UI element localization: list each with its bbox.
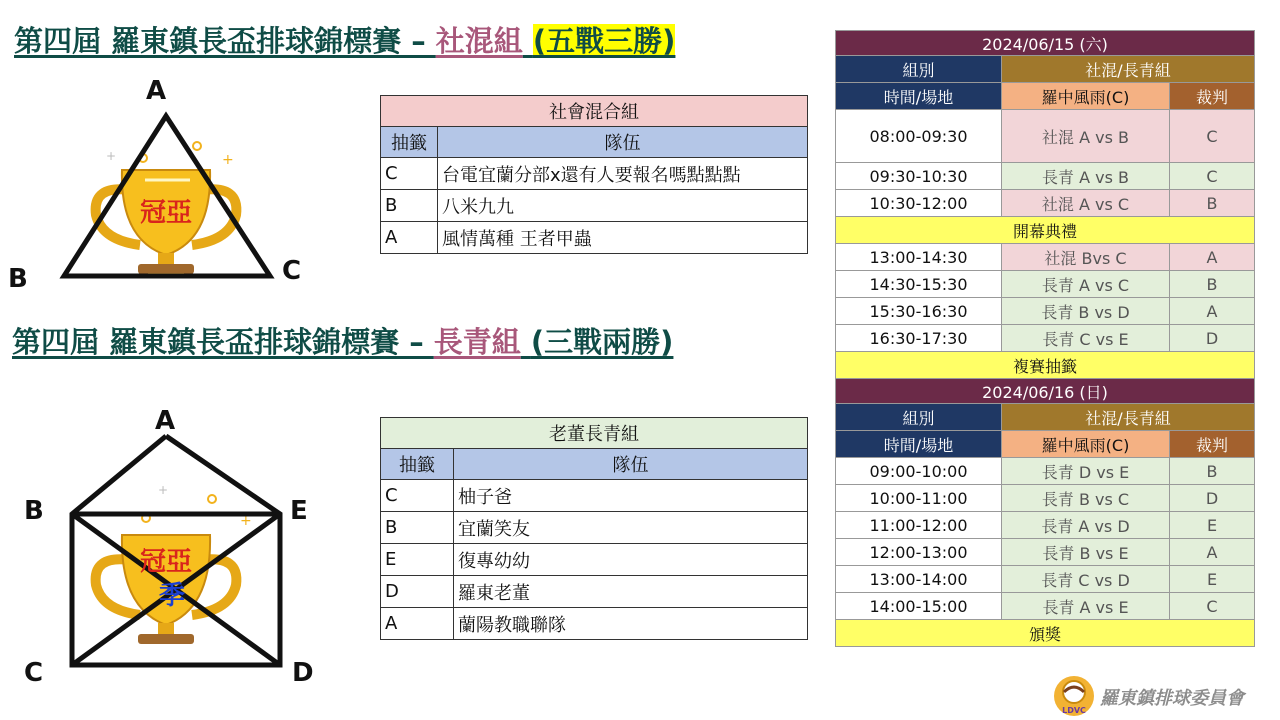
table-row: 14:30-15:30 長青 A vs C B [836,271,1255,298]
table-row: 14:00-15:00 長青 A vs E C [836,593,1255,620]
title-senior [12,324,673,360]
table-row: 10:30-12:00 社混 A vs C B [836,190,1255,217]
table-row: E 復專幼幼 [381,544,808,576]
table-row: 09:30-10:30 長青 A vs B C [836,163,1255,190]
schedule-date: 2024/06/16 (日) [836,379,1255,404]
title-senior-main: 第四屆 羅東鎮長盃排球錦標賽 – [12,325,434,359]
col-draw: 抽籤 [381,127,438,158]
mixed-table-title: 社會混合組 [381,96,808,127]
trophy-label: 冠亞 [139,198,193,228]
referee-label: 裁判 [1170,83,1255,110]
svg-text:+: + [158,483,169,497]
svg-text:+: + [222,152,234,168]
vertex-d: D [292,658,314,688]
schedule-banner: 頒獎 [836,620,1255,647]
table-row: A 風情萬種 王者甲蟲 [381,222,808,254]
title-mixed-format: (五戰三勝) [532,24,676,58]
vertex-e: E [290,496,308,526]
table-row: 15:30-16:30 長青 B vs D A [836,298,1255,325]
table-row: 09:00-10:00 長青 D vs E B [836,458,1255,485]
committee-logo-icon [1052,674,1096,718]
schedule-banner: 複賽抽籤 [836,352,1255,379]
time-venue-label: 時間/場地 [836,431,1002,458]
referee-label: 裁判 [1170,431,1255,458]
title-senior-format: (三戰兩勝) [530,325,674,359]
schedule-day1 [835,30,1255,379]
schedule-banner: 開幕典禮 [836,217,1255,244]
group-label: 組別 [836,404,1002,431]
trophy-label: 冠亞 [139,547,193,577]
group-value: 社混/長青組 [1002,56,1255,83]
svg-text:LDVC: LDVC [1062,706,1086,715]
table-row: 13:00-14:30 社混 Bvs C A [836,244,1255,271]
table-row: 12:00-13:00 長青 B vs E A [836,539,1255,566]
vertex-b: B [8,264,28,294]
table-row: 10:00-11:00 長青 B vs C D [836,485,1255,512]
mixed-team-table [380,95,808,254]
vertex-c: C [24,658,44,688]
svg-text:+: + [106,149,117,163]
table-row: 08:00-09:30 社混 A vs B C [836,110,1255,163]
table-row: A 蘭陽教職聯隊 [381,608,808,640]
venue-label: 羅中風雨(C) [1002,431,1170,458]
table-row: 11:00-12:00 長青 A vs D E [836,512,1255,539]
svg-text:+: + [240,513,252,529]
vertex-a: A [155,406,176,436]
schedule-day2 [835,378,1255,647]
col-team: 隊伍 [438,127,808,158]
title-senior-group: 長青組 [433,325,521,359]
vertex-b: B [24,496,44,526]
venue-label: 羅中風雨(C) [1002,83,1170,110]
col-draw: 抽籤 [381,449,454,480]
time-venue-label: 時間/場地 [836,83,1002,110]
table-row: B 八米九九 [381,190,808,222]
table-row: C 柚子爸 [381,480,808,512]
group-label: 組別 [836,56,1002,83]
vertex-c: C [282,256,302,286]
table-row: D 羅東老董 [381,576,808,608]
title-mixed-main: 第四屆 羅東鎮長盃排球錦標賽 – [14,24,436,58]
senior-table-title: 老董長青組 [381,418,808,449]
table-row: 16:30-17:30 長青 C vs E D [836,325,1255,352]
table-row: 13:00-14:00 長青 C vs D E [836,566,1255,593]
pentagon-diagram [0,430,340,670]
title-mixed-group: 社混組 [435,24,523,58]
vertex-a: A [146,76,167,106]
schedule-date: 2024/06/15 (六) [836,31,1255,56]
col-team: 隊伍 [454,449,808,480]
senior-team-table [380,417,808,640]
table-row: C 台電宜蘭分部x還有人要報名嗎點點點 [381,158,808,190]
organizer-name: 羅東鎮排球委員會 [1100,688,1244,709]
table-row: B 宜蘭笑友 [381,512,808,544]
trophy-label-third: 季 [158,581,186,611]
title-mixed [14,23,675,59]
group-value: 社混/長青組 [1002,404,1255,431]
